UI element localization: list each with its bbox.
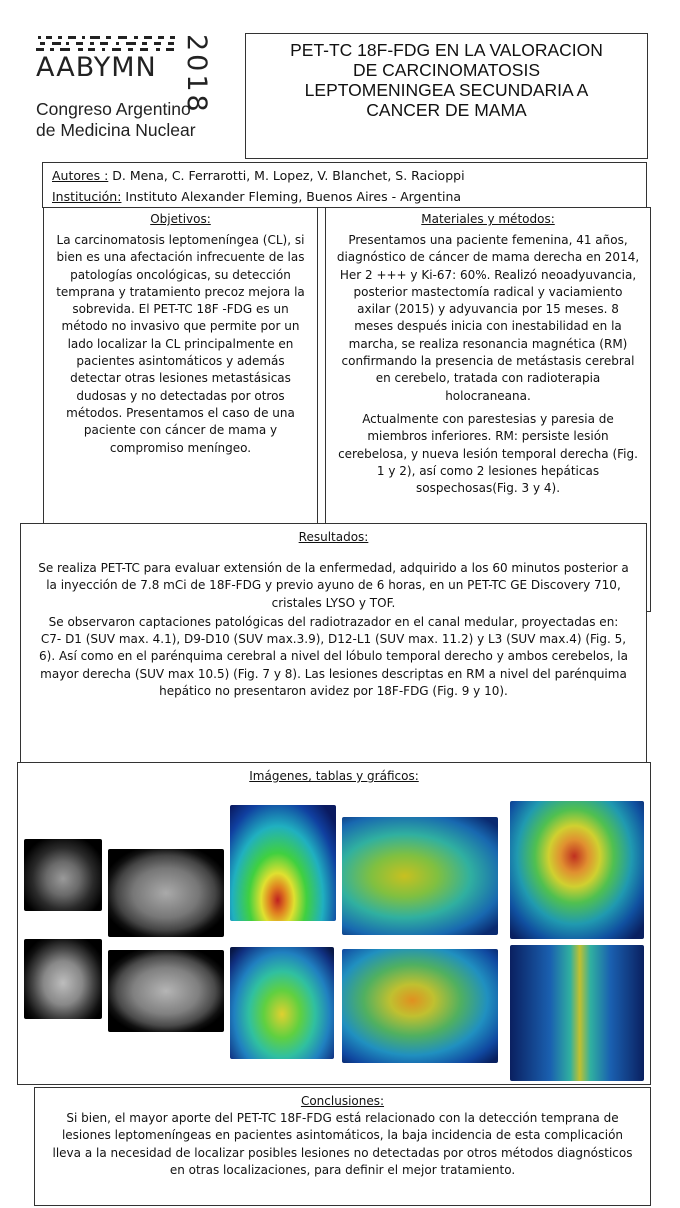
results-box (20, 523, 647, 763)
objectives-text: La carcinomatosis leptomeníngea (CL), si bien es una afectación infrecuente de las patologías oncológicas, su detección temprana y tratamiento precoz mejora la sobrevida. El PET-TC 18F -FDG es un método no invasivo que permite por un lado localizar la CL principalmente en pacientes asintomáticos y además detectar otras lesiones metastásicas dudosas y no detectadas por otros métodos. Presentamos el caso de una paciente con cáncer de mama y compromiso meníngeo. (56, 233, 305, 455)
logo-year: 2018 (181, 34, 212, 115)
poster-title (245, 33, 648, 159)
institution-label: Institución: (52, 189, 122, 204)
mri-abdomen-figure-4 (108, 950, 224, 1032)
logo-line1: Congreso Argentino (36, 99, 191, 119)
methods-paragraph-2: Actualmente con parestesias y paresia de miembros inferiores. RM: persiste lesión cerebelosa, y nueva lesión temporal derecha (Fig. 1 y 2), así como 2 lesiones hepáticas sospechosas(Fig. 3 y 4). (338, 411, 638, 496)
mri-abdomen-figure-3 (108, 849, 224, 937)
mri-brain-figure-1 (24, 839, 102, 911)
institution-text: Instituto Alexander Fleming, Buenos Aires - Argentina (121, 189, 462, 204)
results-paragraph-1: Se realiza PET-TC para evaluar extensión de la enfermedad, adquirido a los 60 minutos posterior a la inyección de 7.8 mCi de 18F-FDG y previo ayuno de 6 horas, en un PET-TC GE Discovery 710, cristales LYSO y TOF. (38, 561, 629, 610)
pet-sagittal-figure-5 (510, 801, 644, 939)
conclusions-box (34, 1087, 651, 1206)
logo-dot-pattern (36, 36, 175, 51)
objectives-heading: Objetivos: (150, 212, 211, 226)
results-heading: Resultados: (298, 530, 369, 544)
authors-label: Autores : (52, 168, 109, 183)
title-line-2: DE CARCINOMATOSIS (352, 60, 540, 80)
institution-line (52, 186, 646, 207)
logo-org: AABYMN (36, 52, 157, 83)
logo-graphic (30, 28, 220, 148)
mri-brain-figure-2 (24, 939, 102, 1019)
methods-paragraph-1: Presentamos una paciente femenina, 41 años, diagnóstico de cáncer de mama derecha en 2014, Her 2 +++ y Ki-67: 60%. Realizó neoadyuvancia, posterior mastectomía radical y vaciamiento axilar (2015) y adyuvancia por 15 meses. 8 meses después inicia con inestabilidad en la marcha, se realiza resonancia magnética (RM) confirmando la presencia de metástasis cerebral en cerebelo, tratada con radioterapia holocraneana. (336, 233, 640, 403)
pet-sagittal-figure-6 (510, 945, 644, 1081)
conclusions-heading: Conclusiones: (300, 1094, 385, 1108)
authors-text: D. Mena, C. Ferrarotti, M. Lopez, V. Blanchet, S. Racioppi (108, 168, 465, 183)
objectives-box (43, 207, 318, 525)
congress-logo (30, 28, 220, 148)
title-line-4: CANCER DE MAMA (366, 100, 527, 120)
pet-liver-figure-9 (342, 817, 498, 935)
images-box (17, 762, 651, 1085)
logo-line2: de Medicina Nuclear (36, 120, 196, 140)
results-paragraph-2: Se observaron captaciones patológicas del radiotrazador en el canal medular, proyectadas en: C7- D1 (SUV max. 4.1), D9-D10 (SUV max.3.9), D12-L1 (SUV max. 11.2) y L3 (SUV max.4) (Fig. 5, 6). Así como en el parénquima cerebral a nivel del lóbulo temporal derecho y ambos cerebelos, la mayor derecha (SUV max 10.5) (Fig. 7 y 8). Las lesiones descriptas en RM a nivel del parénquima hepático no presentaron avidez por 18F-FDG (Fig. 9 y 10). (39, 614, 628, 699)
pet-brain-figure-7 (230, 805, 336, 921)
conclusions-text: Si bien, el mayor aporte del PET-TC 18F-FDG está relacionado con la detección temprana de lesiones leptomeníngeas en pacientes asintomáticos, la baja incidencia de esta complicación lleva a la necesidad de localizar posibles lesiones no detectadas por otros métodos diagnósticos en otras localizaciones, para definir el mejor tratamiento. (52, 1111, 633, 1177)
title-line-3: LEPTOMENINGEA SECUNDARIA A (304, 80, 589, 100)
title-line-1: PET-TC 18F-FDG EN LA VALORACION (290, 40, 603, 60)
authors-box (42, 162, 647, 208)
pet-brain-figure-8 (230, 947, 334, 1059)
authors-line (52, 165, 646, 186)
pet-liver-figure-10 (342, 949, 498, 1063)
methods-heading: Materiales y métodos: (421, 212, 555, 226)
images-heading: Imágenes, tablas y gráficos: (249, 769, 419, 783)
